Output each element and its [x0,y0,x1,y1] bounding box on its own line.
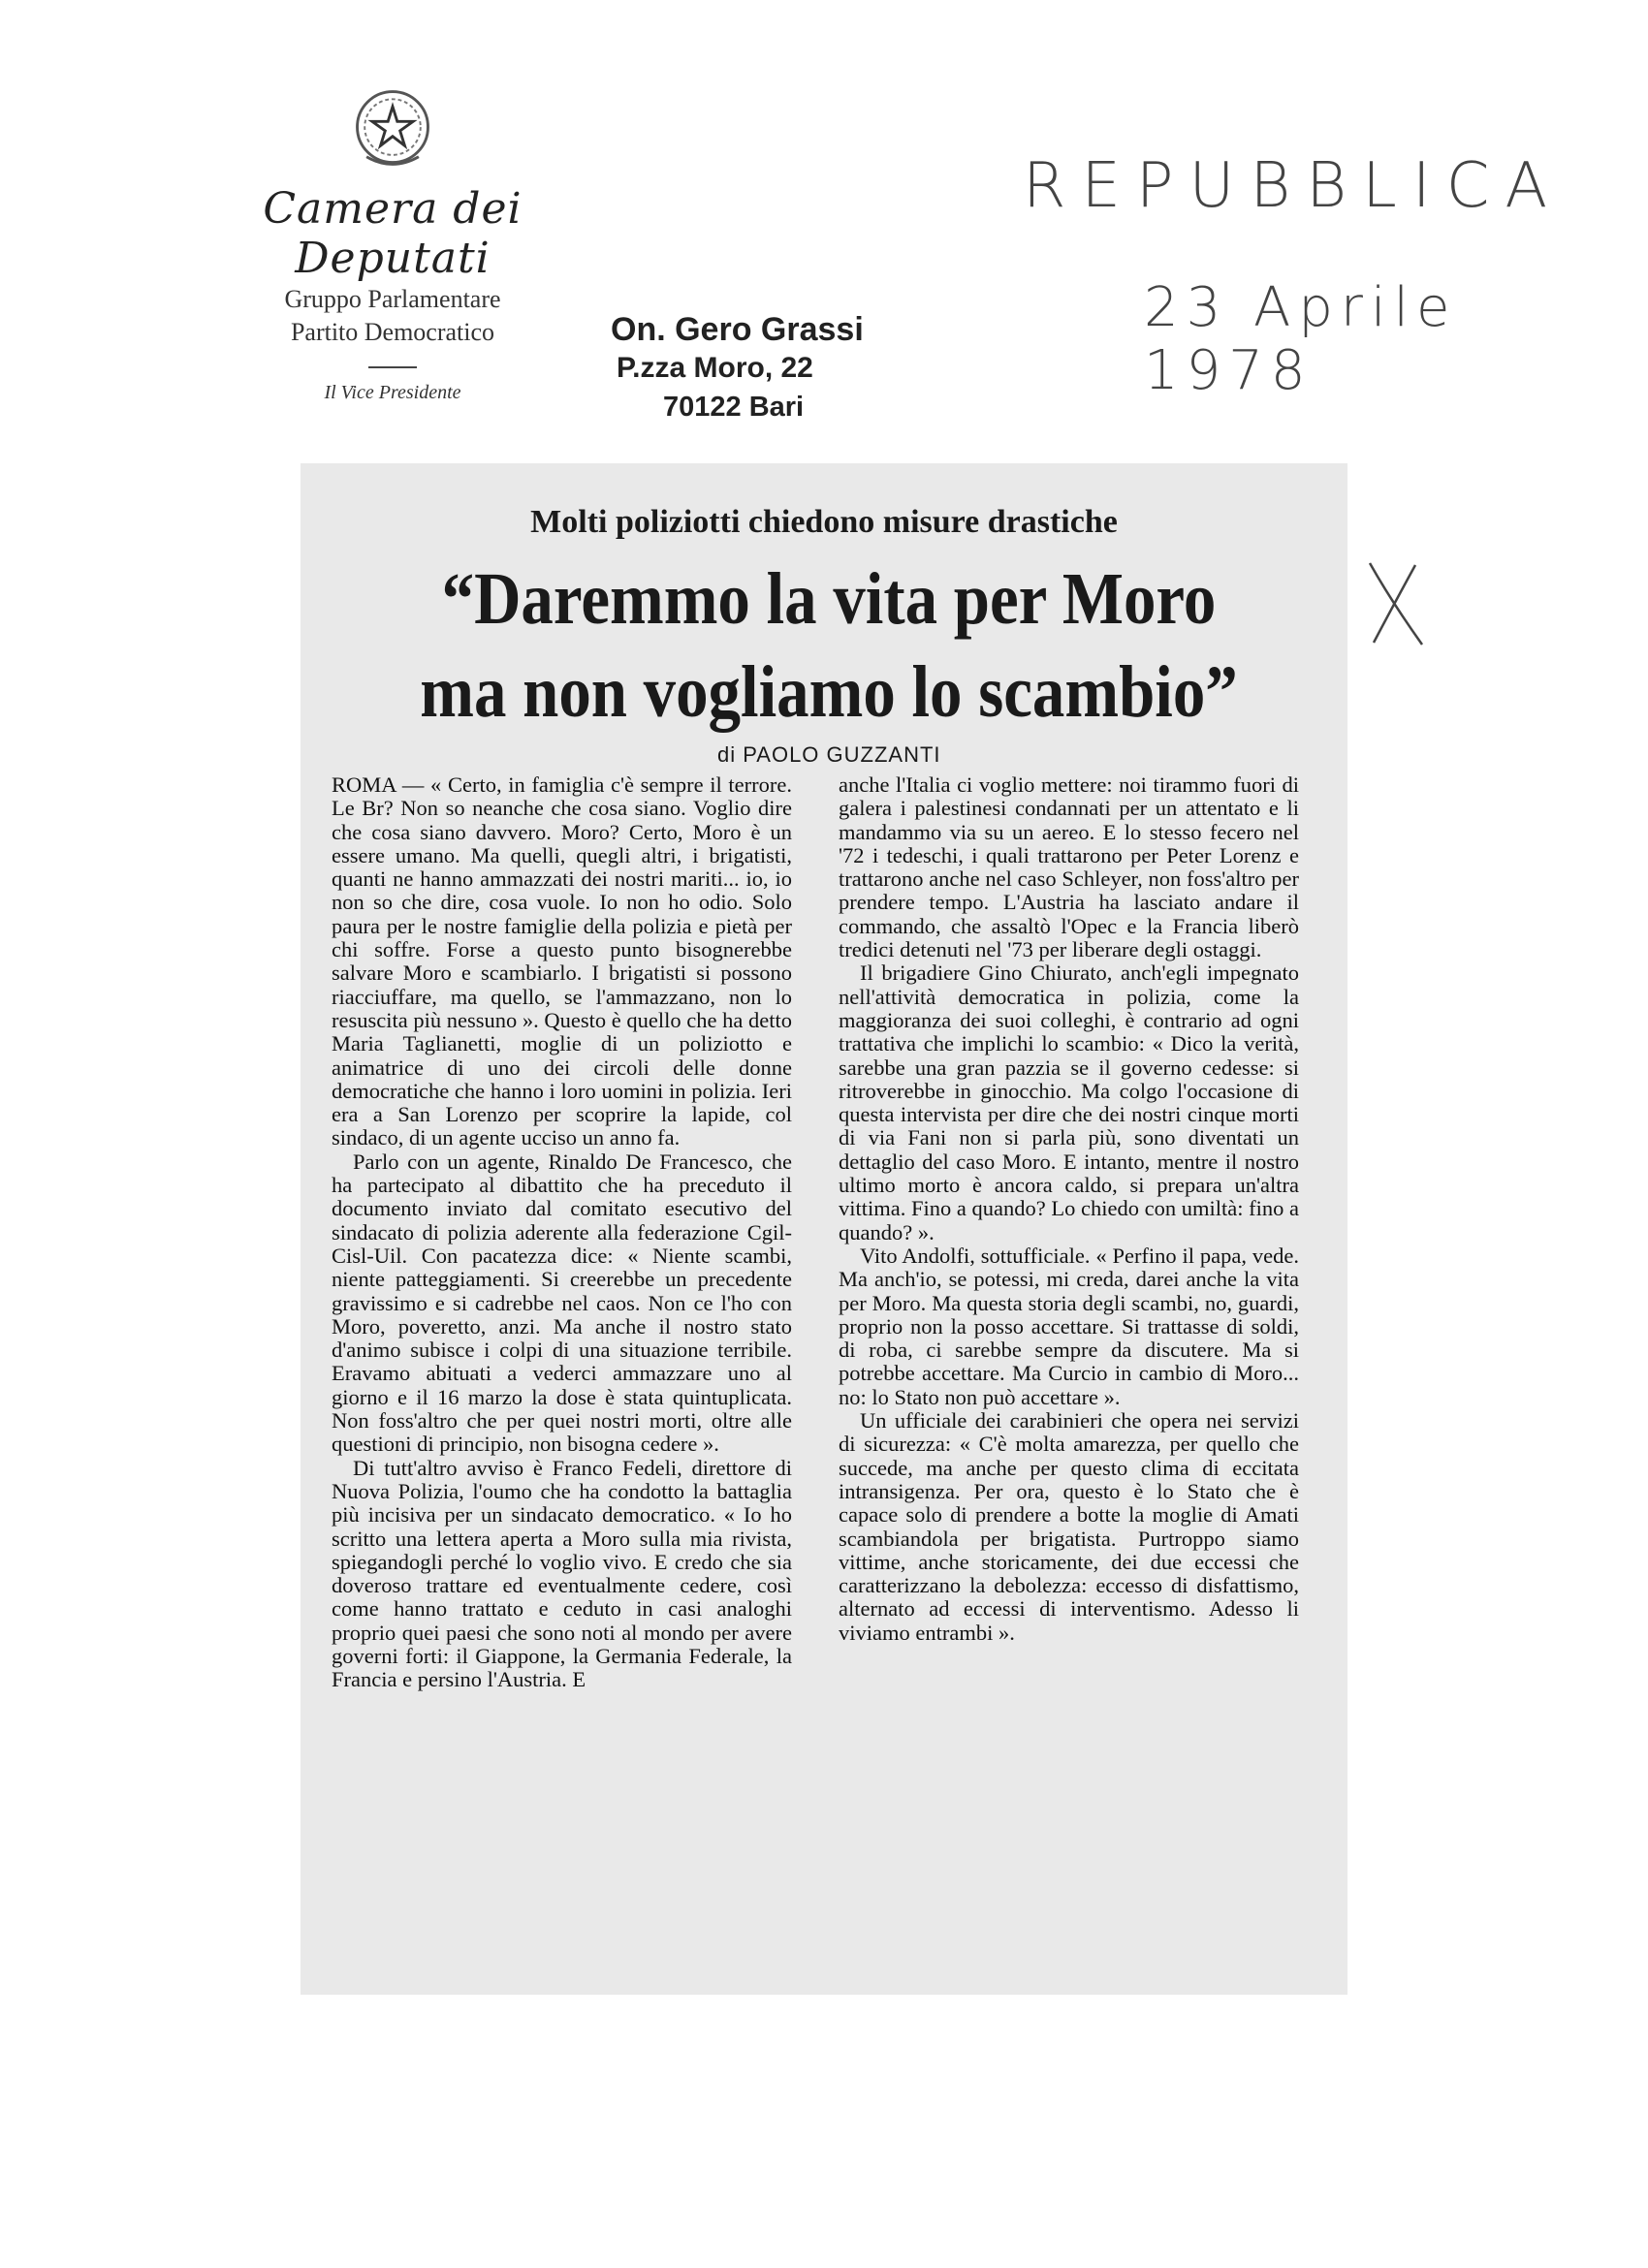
chamber-name: Camera dei Deputati [263,184,523,283]
address-city: 70122 Bari [663,392,805,423]
newspaper-clipping [301,463,1347,1995]
article-paragraph: anche l'Italia ci voglio mettere: noi tirammo fuori di galera i palestinesi condannati per un attentato e li mandammo via su un aereo. E lo stesso fecero nel '72 i tedeschi, i quali trattarono per Peter Lorenz e trattarono anche nel caso Schleyer, non foss'altro per prendere tempo. L'Austria ha lasciato andare il commando, che assaltò l'Opec e la Francia liberò tredici detenuti nel '73 per liberare degli ostaggi. [839,772,1299,962]
handwritten-x-mark-icon [1362,557,1430,649]
article-paragraph: Il brigadiere Gino Chiurato, anch'egli impegnato nell'attività democratica in polizia, come la maggioranza dei suoi colleghi, è contrario ad ogni trattativa che implichi lo scambio: « Dico la verità, sarebbe una gran pazzia se il governo cedesse: si ritroverebbe in ginocchio. Ma colgo l'occasione di questa intervista per dire che dei nostri cinque morti di via Fani non si parla più, sono diventati un dettaglio del caso Moro. E intanto, mentre il nostro ultimo morto è ancora caldo, si prepara un'altra vittima. Fino a quando? Lo chiedo con umiltà: fino a quando? ». [839,961,1299,1244]
article-column-left [332,773,792,1692]
article-kicker: Molti poliziotti chiedono misure drastiche [530,504,1118,540]
article-paragraph: ROMA — « Certo, in famiglia c'è sempre il terrore. Le Br? Non so neanche che cosa siano. Voglio dire che cosa siano davvero. Moro? Certo, Moro è un essere umano. Ma quelli, quegli altri, i brigatisti, quanti ne hanno ammazzati dei nostri mariti... io, io non so che dire, cosa vuole. Io non ho odio. Solo paura per le nostre famiglie della polizia e pietà per chi soffre. Forse a questo punto bisognerebbe salvare Moro e scambiarlo. I brigatisti si possono riacciuffare, ma quello, se l'ammazzano, non lo resuscita più nessuno ». Questo è quello che ha detto Maria Taglianetti, moglie di un poliziotto e animatrice di uno dei circoli delle donne democratiche che hanno i loro uomini in polizia. Ieri era a San Lorenzo per scoprire la lapide, col sindaco, di un agente ucciso un anno fa. [332,772,792,1150]
article-paragraph: Vito Andolfi, sottufficiale. « Perfino il papa, vede. Ma anch'io, se potessi, mi creda, darei anche la vita per Moro. Ma questa storia degli scambi, no, guardi, proprio non la posso accettare. Si trattasse di soldi, di roba, ci sarebbe sempre da discutere. Ma si potrebbe accettare. Ma Curcio in cambio di Moro... no: lo Stato non può accettare ». [839,1243,1299,1409]
handwritten-source: REPUBBLICA [1023,150,1564,222]
article-paragraph: Un ufficiale dei carabinieri che opera nei servizi di sicurezza: « C'è molta amarezza, per quello che succede, ma anche per questo clima di eccitata intransigenza. Per ora, questo è lo Stato che è capace solo di prendere a botte la moglie di Amati scambiandola per brigatista. Purtroppo siamo vittime, anche storicamente, dei due eccessi che caratterizzano la debolezza: eccesso di disfattismo, alternato ad eccessi di interventismo. Adesso li viviamo entrambi ». [839,1408,1299,1645]
party-name: Partito Democratico [290,318,495,346]
letterhead [165,82,620,404]
parliamentary-group: Gruppo Parlamentare [284,285,501,313]
article-paragraph: Di tutt'altro avviso è Franco Fedeli, direttore di Nuova Polizia, l'oumo che ha condotto la battaglia più incisiva per un sindacato democratico. « Io ho scritto una lettera aperta a Moro sulla mia rivista, spiegandogli perché lo voglio vivo. E credo che sia doveroso trattare ed eventualmente cedere, così come hanno trattato e ceduto in casi analoghi proprio quei paesi che sono noti al mondo per avere governi forti: il Giappone, la Germania Federale, la Francia e persino l'Austria. E [332,1455,792,1692]
address-street: P.zza Moro, 22 [617,352,813,384]
letterhead-divider [368,366,417,368]
article-column-right [839,773,1299,1645]
headline-line-2: ma non vogliamo lo scambio” [420,651,1238,733]
italian-republic-emblem-icon [346,82,439,175]
headline-line-1: “Daremmo la vita per Moro [441,558,1217,640]
article-byline: di PAOLO GUZZANTI [717,742,941,767]
article-paragraph: Parlo con un agente, Rinaldo De Francesco, che ha partecipato al dibattito che ha preceduto il documento inviato dal comitato esecutivo del sindacato di polizia aderente alla federazione Cgil-Cisl-Uil. Con pacatezza dice: « Niente scambi, niente patteggiamenti. Si creerebbe un precedente gravissimo e si cadrebbe nel caos. Non ce l'ho con Moro, poveretto, anzi. Ma anche il nostro stato d'animo subisce i colpi di una situazione terribile. Eravamo abituati a vederci ammazzare uno al giorno e il 16 marzo la dose è stata quintuplicata. Non foss'altro che per quei nostri morti, oltre alle questioni di principio, non bisogna cedere ». [332,1149,792,1457]
role-title: Il Vice Presidente [324,382,461,403]
address-stamp [611,310,864,426]
handwritten-date: 23 Aprile 1978 [1144,276,1458,402]
article-headline [381,552,1277,739]
address-name: On. Gero Grassi [611,311,864,348]
